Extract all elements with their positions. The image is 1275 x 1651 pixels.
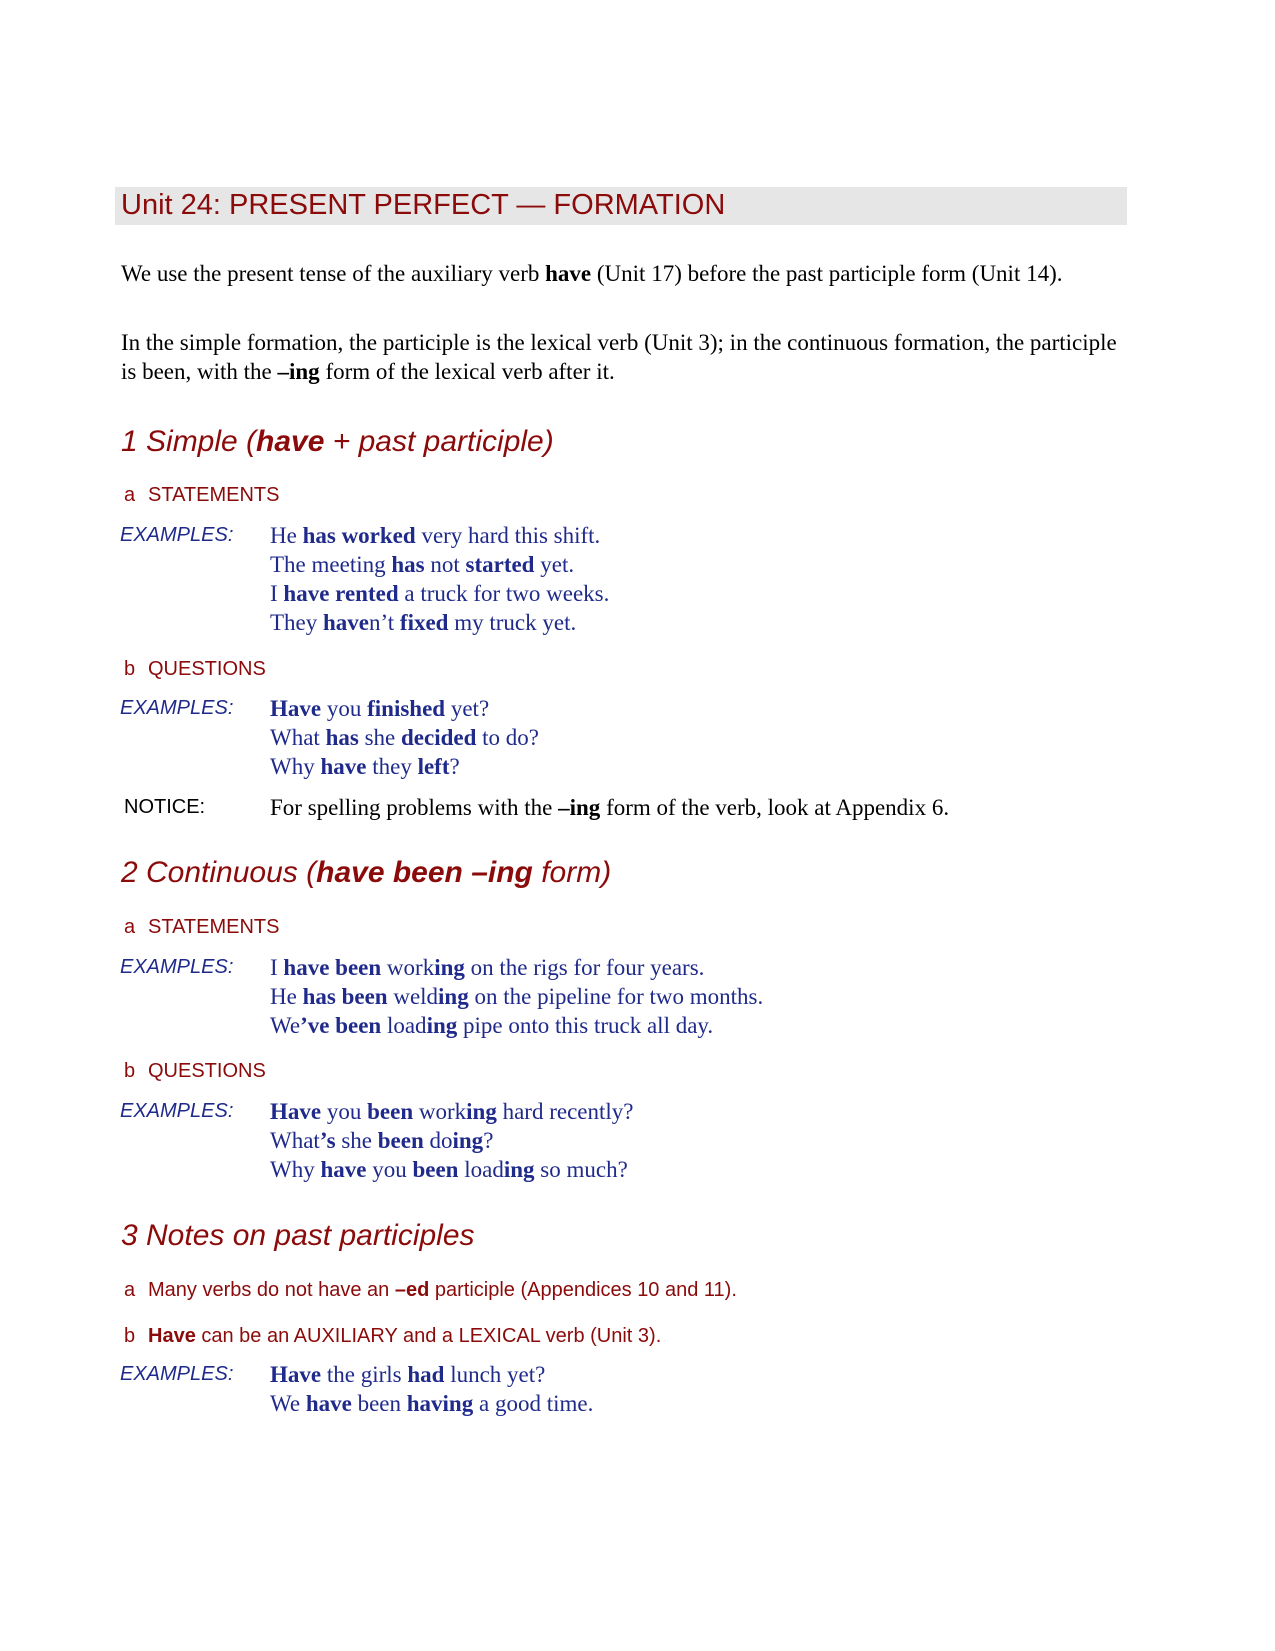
example-text: ? (483, 1128, 494, 1153)
example-bold-text: have (320, 754, 367, 779)
example-bold-text: has (391, 552, 425, 577)
example-text: We (270, 1013, 301, 1038)
example-bold-text: left (417, 754, 450, 779)
example-text: a truck for two weeks. (398, 581, 610, 606)
section-1-heading-start: 1 Simple ( (121, 425, 257, 458)
section-2a-examples-label: EXAMPLES: (120, 956, 234, 978)
example-line (270, 1097, 633, 1126)
example-line (270, 953, 763, 982)
section-3a-note (124, 1278, 737, 1302)
section-2a-label: STATEMENTS (148, 916, 280, 938)
example-line (270, 521, 609, 550)
intro-p2-bold: –ing (277, 359, 320, 384)
example-line (270, 550, 609, 579)
example-text: so much? (534, 1157, 628, 1182)
example-text: work (413, 1099, 467, 1124)
example-bold-text: ’ve been (300, 1013, 382, 1038)
example-text: they (366, 754, 418, 779)
example-bold-text: have been (283, 955, 382, 980)
example-line (270, 723, 539, 752)
example-line (270, 1126, 633, 1155)
example-text: Why (270, 1157, 321, 1182)
example-bold-text: have (323, 610, 370, 635)
section-3b-bold: Have (148, 1325, 196, 1347)
section-1b-letter: b (124, 658, 136, 680)
section-1b-heading (124, 657, 266, 681)
example-text: He (270, 984, 303, 1009)
section-1b-label: QUESTIONS (148, 658, 266, 680)
example-text: not (424, 552, 466, 577)
section-2-heading (121, 855, 611, 891)
example-bold-text: fixed (399, 610, 449, 635)
example-bold-text: has (325, 725, 359, 750)
example-text: she (335, 1128, 378, 1153)
example-text: to do? (476, 725, 539, 750)
section-1-heading (121, 424, 554, 460)
example-bold-text: ing (438, 984, 469, 1009)
example-text: you (321, 1099, 368, 1124)
example-bold-text: have (320, 1157, 367, 1182)
example-line (270, 694, 539, 723)
section-3b-text: can be an AUXILIARY and a LEXICAL verb (Unit 3). (195, 1325, 662, 1347)
example-text: pipe onto this truck all day. (457, 1013, 714, 1038)
example-bold-text: have (305, 1391, 352, 1416)
example-line (270, 579, 609, 608)
section-3b-letter: b (124, 1325, 136, 1347)
example-line (270, 752, 539, 781)
example-text: load (458, 1157, 504, 1182)
example-line (270, 1360, 593, 1389)
example-text: What (270, 725, 326, 750)
example-text: For spelling problems with the (270, 795, 559, 820)
example-bold-text: finished (367, 696, 446, 721)
example-bold-text: –ing (558, 795, 601, 820)
section-3b-note (124, 1324, 661, 1348)
intro-p1-text-end: (Unit 17) before the past participle form (Unit 14). (591, 261, 1063, 286)
example-text: my truck yet. (448, 610, 577, 635)
example-bold-text: Have (270, 1099, 322, 1124)
example-bold-text: been (367, 1099, 414, 1124)
section-3a-text-end: participle (Appendices 10 and 11). (429, 1279, 737, 1301)
example-line (270, 982, 763, 1011)
section-2-heading-bold: have been –ing (316, 856, 533, 889)
section-3a-text: Many verbs do not have an (148, 1279, 395, 1301)
example-bold-text: had (407, 1362, 445, 1387)
section-1b-examples-label: EXAMPLES: (120, 697, 234, 719)
example-bold-text: Have (270, 696, 322, 721)
example-text: very hard this shift. (415, 523, 601, 548)
intro-p1-text: We use the present tense of the auxiliary verb (121, 261, 546, 286)
example-text: work (381, 955, 435, 980)
intro-p1-bold: have (545, 261, 592, 286)
example-bold-text: ing (503, 1157, 535, 1182)
section-1a-heading (124, 483, 279, 507)
section-1b-examples (270, 694, 539, 781)
example-text: The meeting (270, 552, 392, 577)
section-2-heading-start: 2 Continuous ( (121, 856, 317, 889)
example-text: form of the verb, look at Appendix 6. (600, 795, 950, 820)
example-line (270, 793, 949, 822)
example-bold-text: has worked (302, 523, 416, 548)
section-2b-examples-label: EXAMPLES: (120, 1100, 234, 1122)
section-2b-label: QUESTIONS (148, 1060, 266, 1082)
section-3a-bold: –ed (394, 1279, 430, 1301)
section-3-examples-label: EXAMPLES: (120, 1363, 234, 1385)
example-bold-text: Have (270, 1362, 322, 1387)
intro-paragraph-2 (121, 328, 1121, 386)
intro-p2-text: In the simple formation, the participle is the lexical verb (Unit 3); in the continuous formation, the participle is been, with the (121, 330, 1117, 384)
section-2a-examples (270, 953, 763, 1040)
example-text: They (270, 610, 324, 635)
intro-paragraph-1 (121, 259, 1121, 288)
section-1-heading-bold: have (256, 425, 325, 458)
section-2b-heading (124, 1059, 266, 1083)
section-3-heading: 3 Notes on past participles (121, 1219, 475, 1252)
example-text: n’t (369, 610, 400, 635)
section-1a-letter: a (124, 484, 136, 506)
example-text: I (270, 955, 284, 980)
example-text: the girls (321, 1362, 408, 1387)
example-line (270, 608, 609, 637)
example-text: been (351, 1391, 407, 1416)
example-bold-text: having (406, 1391, 474, 1416)
example-bold-text: ing (452, 1128, 484, 1153)
example-text: hard recently? (496, 1099, 634, 1124)
example-line (270, 1011, 763, 1040)
section-1-heading-end: + past participle) (324, 425, 554, 458)
example-bold-text: decided (400, 725, 477, 750)
example-line (270, 1155, 633, 1184)
example-text: load (381, 1013, 427, 1038)
example-text: yet? (445, 696, 490, 721)
section-3-examples (270, 1360, 593, 1418)
example-text: do (423, 1128, 453, 1153)
page-title: Unit 24: PRESENT PERFECT — FORMATION (121, 189, 726, 221)
example-text: lunch yet? (444, 1362, 546, 1387)
example-text: you (366, 1157, 413, 1182)
example-bold-text: ing (434, 955, 465, 980)
example-bold-text: have rented (283, 581, 399, 606)
notice-label: NOTICE: (124, 796, 206, 818)
example-line (270, 1389, 593, 1418)
example-text: I (270, 581, 284, 606)
example-text: ? (449, 754, 460, 779)
intro-p2-text-end: form of the lexical verb after it. (319, 359, 615, 384)
section-2-heading-end: form) (532, 856, 612, 889)
section-2a-letter: a (124, 916, 136, 938)
example-bold-text: ing (466, 1099, 497, 1124)
example-bold-text: has been (302, 984, 388, 1009)
section-3a-letter: a (124, 1279, 136, 1301)
notice-text (270, 793, 949, 822)
example-bold-text: been (412, 1157, 459, 1182)
section-2a-heading (124, 915, 279, 939)
section-1a-examples (270, 521, 609, 637)
example-text: yet. (534, 552, 575, 577)
example-text: Why (270, 754, 321, 779)
example-text: she (358, 725, 401, 750)
example-text: He (270, 523, 303, 548)
example-text: a good time. (473, 1391, 594, 1416)
section-1a-examples-label: EXAMPLES: (120, 524, 234, 546)
example-text: on the pipeline for two months. (468, 984, 764, 1009)
section-1a-label: STATEMENTS (148, 484, 280, 506)
example-text: We (270, 1391, 306, 1416)
example-text: What (270, 1128, 320, 1153)
example-bold-text: started (465, 552, 535, 577)
section-2b-examples (270, 1097, 633, 1184)
example-bold-text: been (377, 1128, 424, 1153)
example-bold-text: ing (426, 1013, 458, 1038)
example-text: weld (387, 984, 439, 1009)
section-2b-letter: b (124, 1060, 136, 1082)
example-text: you (321, 696, 368, 721)
example-text: on the rigs for four years. (464, 955, 705, 980)
example-bold-text: ’s (319, 1128, 336, 1153)
